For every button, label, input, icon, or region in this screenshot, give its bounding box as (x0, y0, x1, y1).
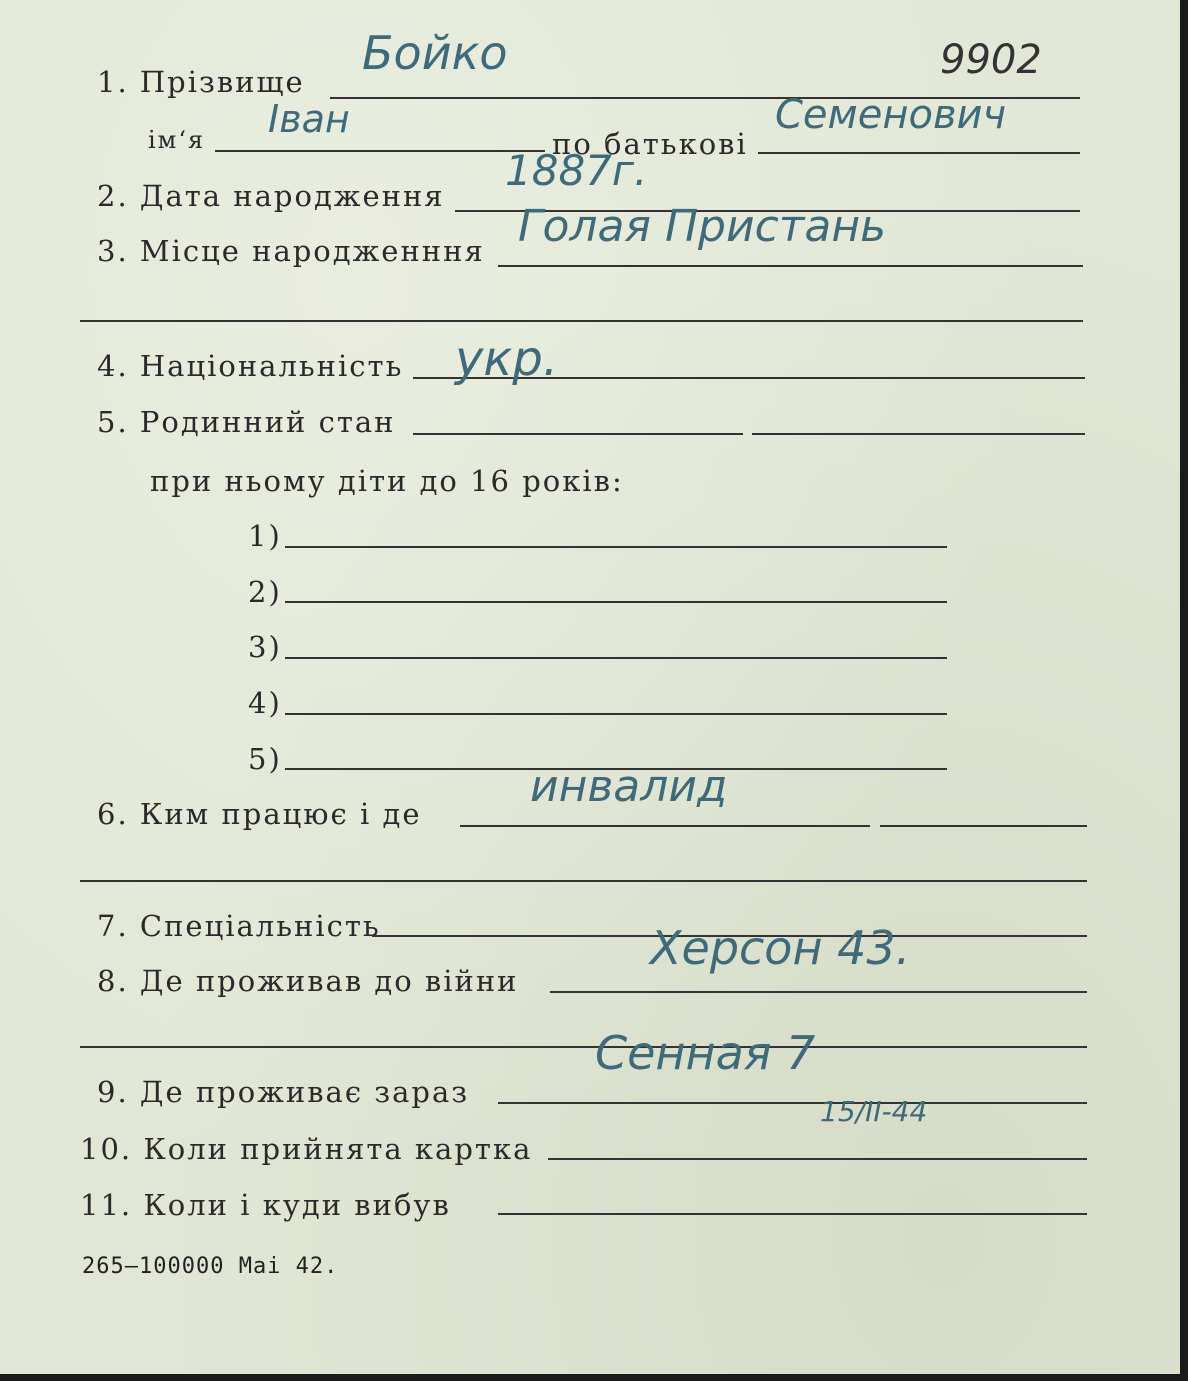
birth-place-line-2 (80, 320, 1083, 322)
nationality-handwriting: укр. (455, 331, 559, 387)
field-date-accepted-label: 10. Коли прийнята картка (80, 1132, 533, 1166)
field-prewar-residence-label: 8. Де проживав до війни (97, 964, 519, 998)
card-number-handwriting: 9902 (940, 37, 1042, 83)
name-line (215, 150, 545, 152)
field-occupation-label: 6. Ким працює і де (97, 797, 422, 831)
marital-status-line-2 (752, 433, 1085, 435)
prewar-residence-line-2 (80, 1046, 1087, 1048)
patronymic-handwriting: Семенович (775, 92, 1007, 138)
child-3-line (285, 657, 947, 659)
current-residence-line (498, 1102, 1087, 1104)
field-marital-status-label: 5. Родинний стан (97, 405, 396, 439)
child-1-label: 1) (248, 519, 282, 553)
marital-status-line-1 (413, 433, 743, 435)
field-current-residence-label: 9. Де проживає зараз (97, 1075, 470, 1109)
child-5-label: 5) (248, 742, 282, 776)
child-4-line (285, 713, 947, 715)
name-handwriting: Іван (268, 97, 350, 141)
prewar-residence-handwriting: Херсон 43. (650, 921, 911, 975)
child-2-label: 2) (248, 575, 282, 609)
occupation-handwriting: инвалид (530, 761, 728, 812)
departure-line (498, 1213, 1087, 1215)
field-surname-label: 1. Прізвище (97, 65, 305, 99)
date-accepted-line (548, 1158, 1087, 1160)
field-nationality-label: 4. Національність (97, 349, 404, 383)
prewar-residence-line (550, 991, 1087, 993)
child-1-line (285, 546, 947, 548)
child-2-line (285, 601, 947, 603)
patronymic-line (758, 152, 1080, 154)
occupation-line-1 (460, 825, 870, 827)
child-3-label: 3) (248, 630, 282, 664)
field-departure-label: 11. Коли і куди вибув (80, 1188, 451, 1222)
print-code: 265—100000 Маі 42. (82, 1254, 339, 1279)
birth-place-line (498, 265, 1083, 267)
field-birth-place-label: 3. Місце народженння (97, 234, 485, 268)
birth-date-handwriting: 1887г. (505, 146, 648, 195)
field-patronymic-label: по батькові (552, 127, 748, 161)
birth-place-handwriting: Голая Пристань (518, 201, 887, 252)
date-accepted-handwriting: 15/II-44 (820, 1095, 928, 1128)
child-4-label: 4) (248, 686, 282, 720)
children-label: при ньому діти до 16 років: (150, 464, 624, 498)
current-residence-handwriting: Сенная 7 (595, 1026, 816, 1080)
field-specialty-label: 7. Спеціальність (97, 909, 381, 943)
surname-handwriting: Бойко (362, 26, 508, 80)
occupation-line-3 (80, 880, 1087, 882)
field-birth-date-label: 2. Дата народження (97, 179, 445, 213)
field-name-label: ім‘я (148, 126, 206, 154)
occupation-line-2 (880, 825, 1087, 827)
